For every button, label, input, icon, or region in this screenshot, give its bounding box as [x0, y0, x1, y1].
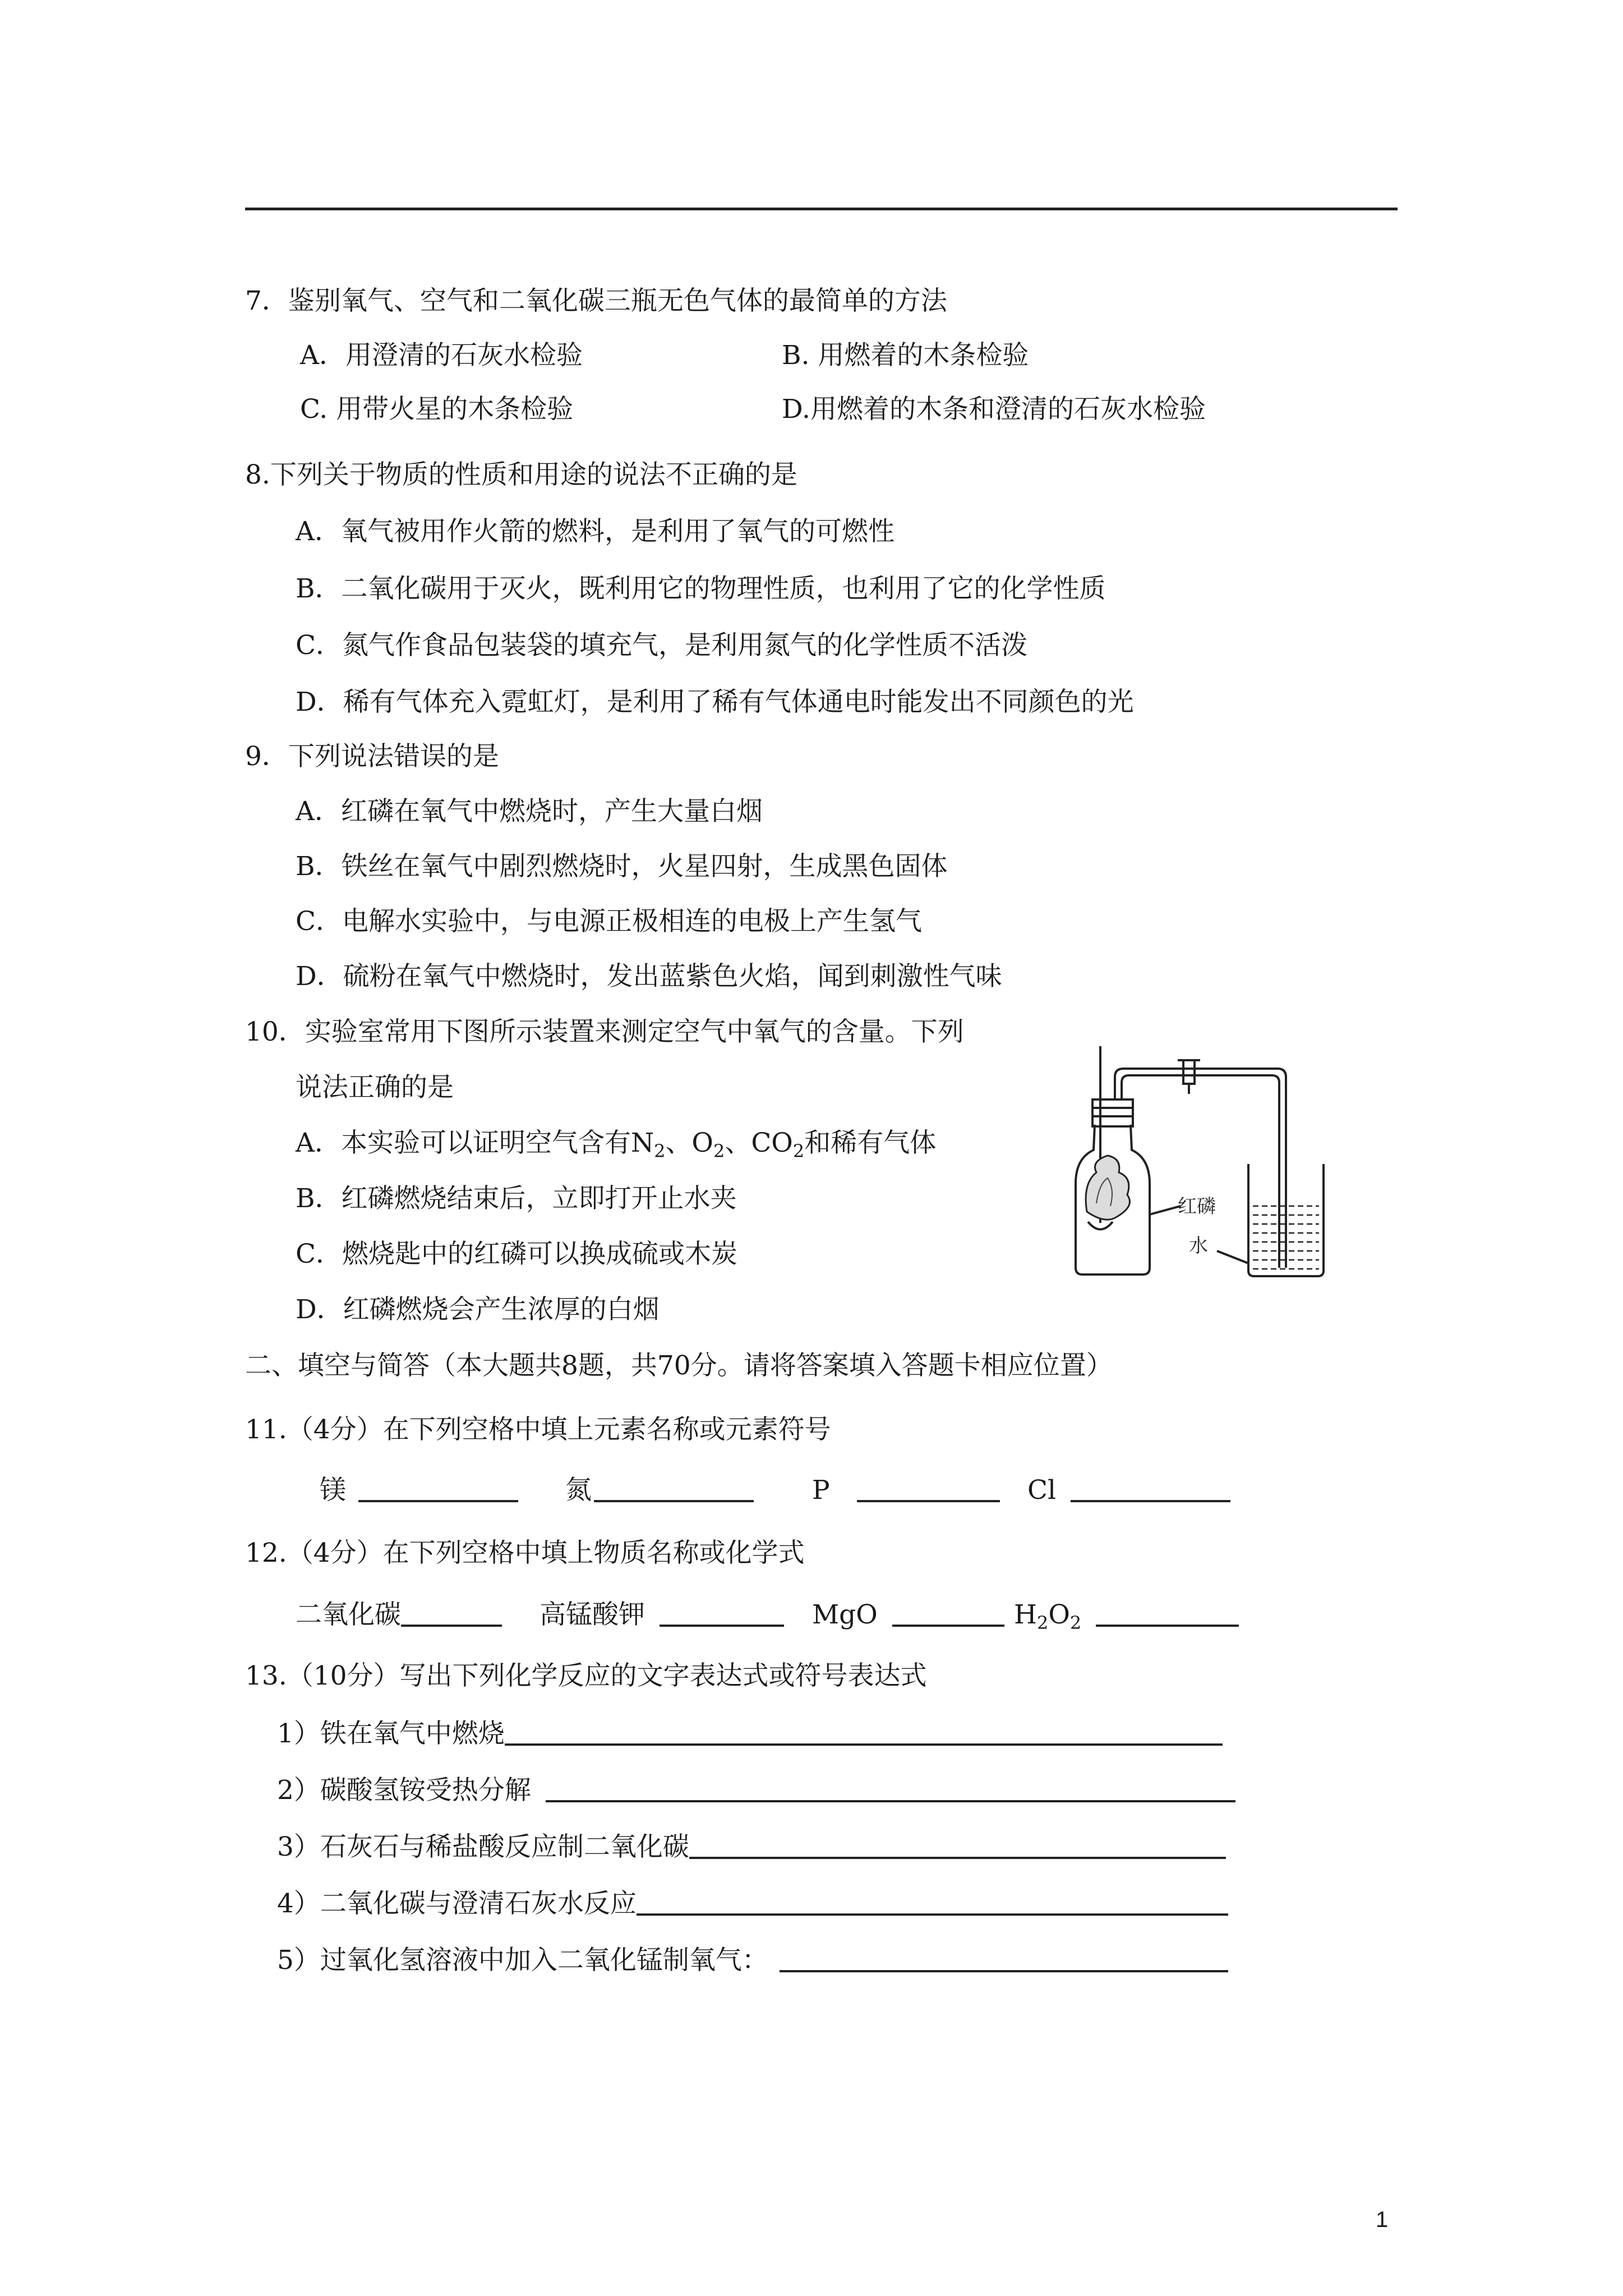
q13-item-1: 1）铁在氧气中燃烧: [277, 1717, 1223, 1751]
q9-option-d: D．硫粉在氧气中燃烧时，发出蓝紫色火焰，闻到刺激性气味: [296, 961, 1002, 992]
q9-option-c: C．电解水实验中，与电源正极相连的电极上产生氢气: [296, 906, 922, 937]
q13-blank-5[interactable]: [780, 1947, 1228, 1972]
q13-item-2: 2）碳酸氢铵受热分解: [277, 1774, 1235, 1807]
q12-item-kmno4: 高锰酸钾: [540, 1598, 784, 1632]
q11-stem: 11.（4分）在下列空格中填上元素名称或元素符号: [245, 1414, 831, 1445]
q12-item-mgo: MgO: [812, 1598, 1004, 1632]
q11-item-p: P: [812, 1474, 1000, 1507]
q8-option-d: D．稀有气体充入霓虹灯，是利用了稀有气体通电时能发出不同颜色的光: [296, 687, 1134, 717]
q10-stem-line1: 10．实验室常用下图所示装置来测定空气中氧气的含量。下列: [245, 1016, 964, 1047]
q11-blank-2[interactable]: [594, 1476, 754, 1502]
q11-blank-1[interactable]: [358, 1476, 518, 1502]
q8-option-b: B．二氧化碳用于灭火，既利用它的物理性质，也利用了它的化学性质: [296, 573, 1106, 604]
q8-stem: 8.下列关于物质的性质和用途的说法不正确的是: [245, 459, 797, 490]
q13-item-5: 5）过氧化氢溶液中加入二氧化锰制氧气：: [277, 1944, 1228, 1977]
header-rule: [245, 208, 1398, 210]
q8-option-c: C．氮气作食品包装袋的填充气，是利用氮气的化学性质不活泼: [296, 630, 1027, 661]
section-2-heading: 二、填空与简答（本大题共8题，共70分。请将答案填入答题卡相应位置）: [245, 1350, 1113, 1381]
q13-blank-4[interactable]: [637, 1890, 1228, 1916]
q13-blank-3[interactable]: [689, 1833, 1226, 1859]
q11-item-mg: 镁: [320, 1474, 518, 1507]
q12-stem: 12.（4分）在下列空格中填上物质名称或化学式: [245, 1538, 805, 1568]
q13-blank-2[interactable]: [546, 1777, 1235, 1802]
q12-item-co2: 二氧化碳: [296, 1598, 502, 1632]
q10-option-c: C．燃烧匙中的红磷可以换成硫或木炭: [296, 1239, 737, 1269]
q12-blank-1[interactable]: [401, 1601, 502, 1627]
q9-option-a: A．红磷在氧气中燃烧时，产生大量白烟: [296, 796, 763, 827]
q12-blank-3[interactable]: [892, 1601, 1004, 1627]
q7-option-c: C. 用带火星的木条检验: [300, 394, 574, 425]
q11-item-cl: Cl: [1027, 1474, 1230, 1507]
label-water: 水: [1189, 1235, 1208, 1257]
q7-stem: 7．鉴别氧气、空气和二氧化碳三瓶无色气体的最简单的方法: [245, 286, 947, 316]
q7-option-a: A．用澄清的石灰水检验: [300, 340, 583, 371]
q10-option-a: A．本实验可以证明空气含有$N_2$、$O_2$、$CO_2$和稀有气体: [296, 1128, 937, 1162]
q10-stem-line2: 说法正确的是: [296, 1072, 454, 1103]
q7-option-b: B. 用燃着的木条检验: [782, 340, 1029, 371]
q13-stem: 13.（10分）写出下列化学反应的文字表达式或符号表达式: [245, 1660, 927, 1691]
q13-item-3: 3）石灰石与稀盐酸反应制二氧化碳: [277, 1830, 1226, 1864]
q7-option-d: D.用燃着的木条和澄清的石灰水检验: [782, 394, 1206, 425]
page-number: 1: [1376, 2207, 1389, 2232]
q9-stem: 9．下列说法错误的是: [245, 741, 499, 772]
q10-option-d: D．红磷燃烧会产生浓厚的白烟: [296, 1294, 660, 1325]
q13-blank-1[interactable]: [505, 1720, 1223, 1746]
q11-item-n: 氮: [565, 1474, 754, 1507]
q12-blank-4[interactable]: [1096, 1601, 1239, 1627]
q12-blank-2[interactable]: [660, 1601, 784, 1627]
label-red-phosphorus: 红磷: [1178, 1195, 1216, 1218]
q8-option-a: A．氧气被用作火箭的燃料，是利用了氧气的可燃性: [296, 516, 895, 547]
q10-option-b: B．红磷燃烧结束后，立即打开止水夹: [296, 1183, 737, 1214]
q11-blank-4[interactable]: [1071, 1476, 1230, 1502]
q12-item-h2o2: $H_2O_2$: [1014, 1598, 1239, 1640]
oxygen-apparatus-figure: [1066, 1043, 1329, 1285]
q9-option-b: B．铁丝在氧气中剧烈燃烧时，火星四射，生成黑色固体: [296, 851, 948, 882]
q13-item-4: 4）二氧化碳与澄清石灰水反应: [277, 1887, 1228, 1921]
q11-blank-3[interactable]: [857, 1476, 1000, 1502]
